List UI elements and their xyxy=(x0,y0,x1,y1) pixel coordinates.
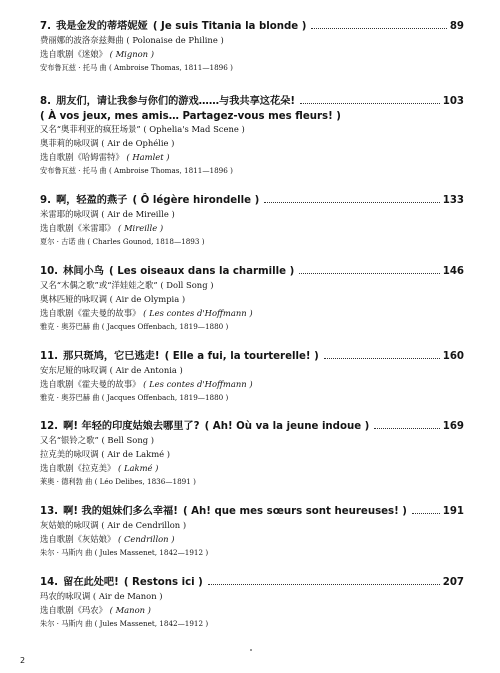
entry-detail-line: 又名“银铃之歌” ( Bell Song ) xyxy=(40,435,155,445)
entry-detail-line: 选自歌剧《灰姑娘》 ( Cendrillon ) xyxy=(40,534,175,544)
entry-number: 13. xyxy=(40,506,59,517)
entry-title-fr: ( Restons ici ) xyxy=(123,577,203,588)
toc-entry-11 xyxy=(40,344,464,405)
entry-title-fr: ( Elle a fui, la tourterelle! ) xyxy=(164,351,319,362)
dot-leader xyxy=(299,273,439,274)
entry-page-number: 89 xyxy=(449,21,464,32)
entry-title-fr: ( Les oiseaux dans la charmille ) xyxy=(109,266,295,277)
entry-page-number: 169 xyxy=(442,421,464,432)
dot-leader xyxy=(311,28,446,29)
entry-detail-line: 又名“奥菲利亚的疯狂场景” ( Ophelia's Mad Scene ) xyxy=(40,124,245,134)
entry-detail-line: 米雷耶的咏叹调 ( Air de Mireille ) xyxy=(40,209,175,219)
entry-detail-line: 安东尼娅的咏叹调 ( Air de Antonia ) xyxy=(40,365,183,375)
toc-entry-14 xyxy=(40,570,464,631)
entry-title-cn: 朋友们，请让我参与你们的游戏……与我共享这花朵! xyxy=(56,96,296,107)
entry-number: 9. xyxy=(40,195,51,206)
entry-composer-line: 安布鲁瓦兹 · 托马 曲 ( Ambroise Thomas, 1811—1896 ) xyxy=(40,166,233,175)
entry-composer-line: 雅克 · 奥芬巴赫 曲 ( Jacques Offenbach, 1819—1880 ) xyxy=(40,322,229,331)
toc-entry-8 xyxy=(40,89,464,178)
entry-detail-line: 选自歌剧《拉克美》 ( Lakmé ) xyxy=(40,463,159,473)
dot-leader xyxy=(324,358,440,359)
entry-detail-line: 选自歌剧《哈姆雷特》 ( Hamlet ) xyxy=(40,152,170,162)
entry-detail-line: 选自歌剧《霍夫曼的故事》 ( Les contes d'Hoffmann ) xyxy=(40,379,253,389)
toc-entry-13 xyxy=(40,499,464,560)
entry-number: 7. xyxy=(40,21,51,32)
entry-title-fr: ( Je suis Titania la blonde ) xyxy=(152,21,307,32)
entry-title-row[interactable] xyxy=(40,89,464,108)
entry-detail-line: 拉克美的咏叹调 ( Air de Lakmé ) xyxy=(40,449,171,459)
entry-title-cn: 啊! 年轻的印度姑娘去哪里了? xyxy=(63,421,200,432)
entry-title-row[interactable] xyxy=(40,344,464,363)
entry-detail-line: 选自歌剧《米雷耶》 ( Mireille ) xyxy=(40,223,164,233)
entry-number: 14. xyxy=(40,577,59,588)
entry-detail-line: 费丽娜的波洛奈兹舞曲 ( Polonaise de Philine ) xyxy=(40,35,224,45)
entry-title-fr: ( Ô légère hirondelle ) xyxy=(132,195,260,206)
entry-number: 11. xyxy=(40,351,59,362)
entry-title-cn: 林间小鸟 xyxy=(63,266,104,277)
entry-composer-line: 朱尔 · 马斯内 曲 ( Jules Massenet, 1842—1912 ) xyxy=(40,548,209,557)
entry-detail-line: 选自歌剧《霍夫曼的故事》 ( Les contes d'Hoffmann ) xyxy=(40,308,253,318)
entry-detail-line: 选自歌剧《玛农》 ( Manon ) xyxy=(40,605,151,615)
toc-entry-10 xyxy=(40,259,464,334)
toc-entry-12 xyxy=(40,414,464,489)
entry-composer-line: 莱奥 · 德利勃 曲 ( Léo Delibes, 1836—1891 ) xyxy=(40,477,196,486)
entry-page-number: 160 xyxy=(442,351,464,362)
dot-leader xyxy=(412,513,440,514)
entry-composer-line: 安布鲁瓦兹 · 托马 曲 ( Ambroise Thomas, 1811—1896 ) xyxy=(40,63,233,72)
toc-entry-7 xyxy=(40,14,464,75)
entry-title-row[interactable] xyxy=(40,499,464,518)
entry-detail-line: 选自歌剧《迷娘》 ( Mignon ) xyxy=(40,49,154,59)
entry-title-fr: ( Ah! Où va la jeune indoue ) xyxy=(204,421,370,432)
entry-composer-line: 夏尔 · 古诺 曲 ( Charles Gounod, 1818—1893 ) xyxy=(40,237,205,246)
entry-page-number: 103 xyxy=(442,96,464,107)
entry-page-number: 207 xyxy=(442,577,464,588)
entry-composer-line: 朱尔 · 马斯内 曲 ( Jules Massenet, 1842—1912 ) xyxy=(40,619,209,628)
entry-title-cn: 啊! 我的姐妹们多么幸福! xyxy=(63,506,178,517)
entry-composer-line: 雅克 · 奥芬巴赫 曲 ( Jacques Offenbach, 1819—1880 ) xyxy=(40,393,229,402)
entry-detail-line: 玛农的咏叹调 ( Air de Manon ) xyxy=(40,591,163,601)
entry-title-fr: ( Ah! que mes sœurs sont heureuses! ) xyxy=(182,506,407,517)
entry-number: 10. xyxy=(40,266,59,277)
dot-leader xyxy=(374,428,439,429)
entry-page-number: 191 xyxy=(442,506,464,517)
entry-title-cn: 啊，轻盈的燕子 xyxy=(56,195,128,206)
entry-title-cn: 留在此处吧! xyxy=(63,577,119,588)
entry-detail-line: 又名“木偶之歌”或“洋娃娃之歌” ( Doll Song ) xyxy=(40,280,214,290)
entry-detail-line: 奥菲莉的咏叹调 ( Air de Ophélie ) xyxy=(40,138,175,148)
entry-title-fr: ( À vos jeux, mes amis… Partagez-vous mes fleurs! ) xyxy=(40,111,341,122)
entry-page-number: 146 xyxy=(442,266,464,277)
entry-number: 12. xyxy=(40,421,59,432)
scan-speck xyxy=(250,649,252,651)
dot-leader xyxy=(300,103,440,104)
entry-title-cn: 我是金发的蒂塔妮娅 xyxy=(56,21,148,32)
entry-title-row[interactable] xyxy=(40,414,464,433)
entry-title-row[interactable] xyxy=(40,259,464,278)
entry-title-cn: 那只斑鸠，它已逃走! xyxy=(63,351,160,362)
dot-leader xyxy=(208,584,440,585)
entry-page-number: 133 xyxy=(442,195,464,206)
entry-title-row[interactable] xyxy=(40,570,464,589)
entry-detail-line: 灰姑娘的咏叹调 ( Air de Cendrillon ) xyxy=(40,520,187,530)
toc-entry-9 xyxy=(40,188,464,249)
entry-title-row[interactable] xyxy=(40,188,464,207)
entry-title-row[interactable] xyxy=(40,14,464,33)
entry-number: 8. xyxy=(40,96,51,107)
entry-detail-line: 奥林匹娅的咏叹调 ( Air de Olympia ) xyxy=(40,294,186,304)
footer-page-number: 2 xyxy=(20,656,26,665)
dot-leader xyxy=(264,202,439,203)
